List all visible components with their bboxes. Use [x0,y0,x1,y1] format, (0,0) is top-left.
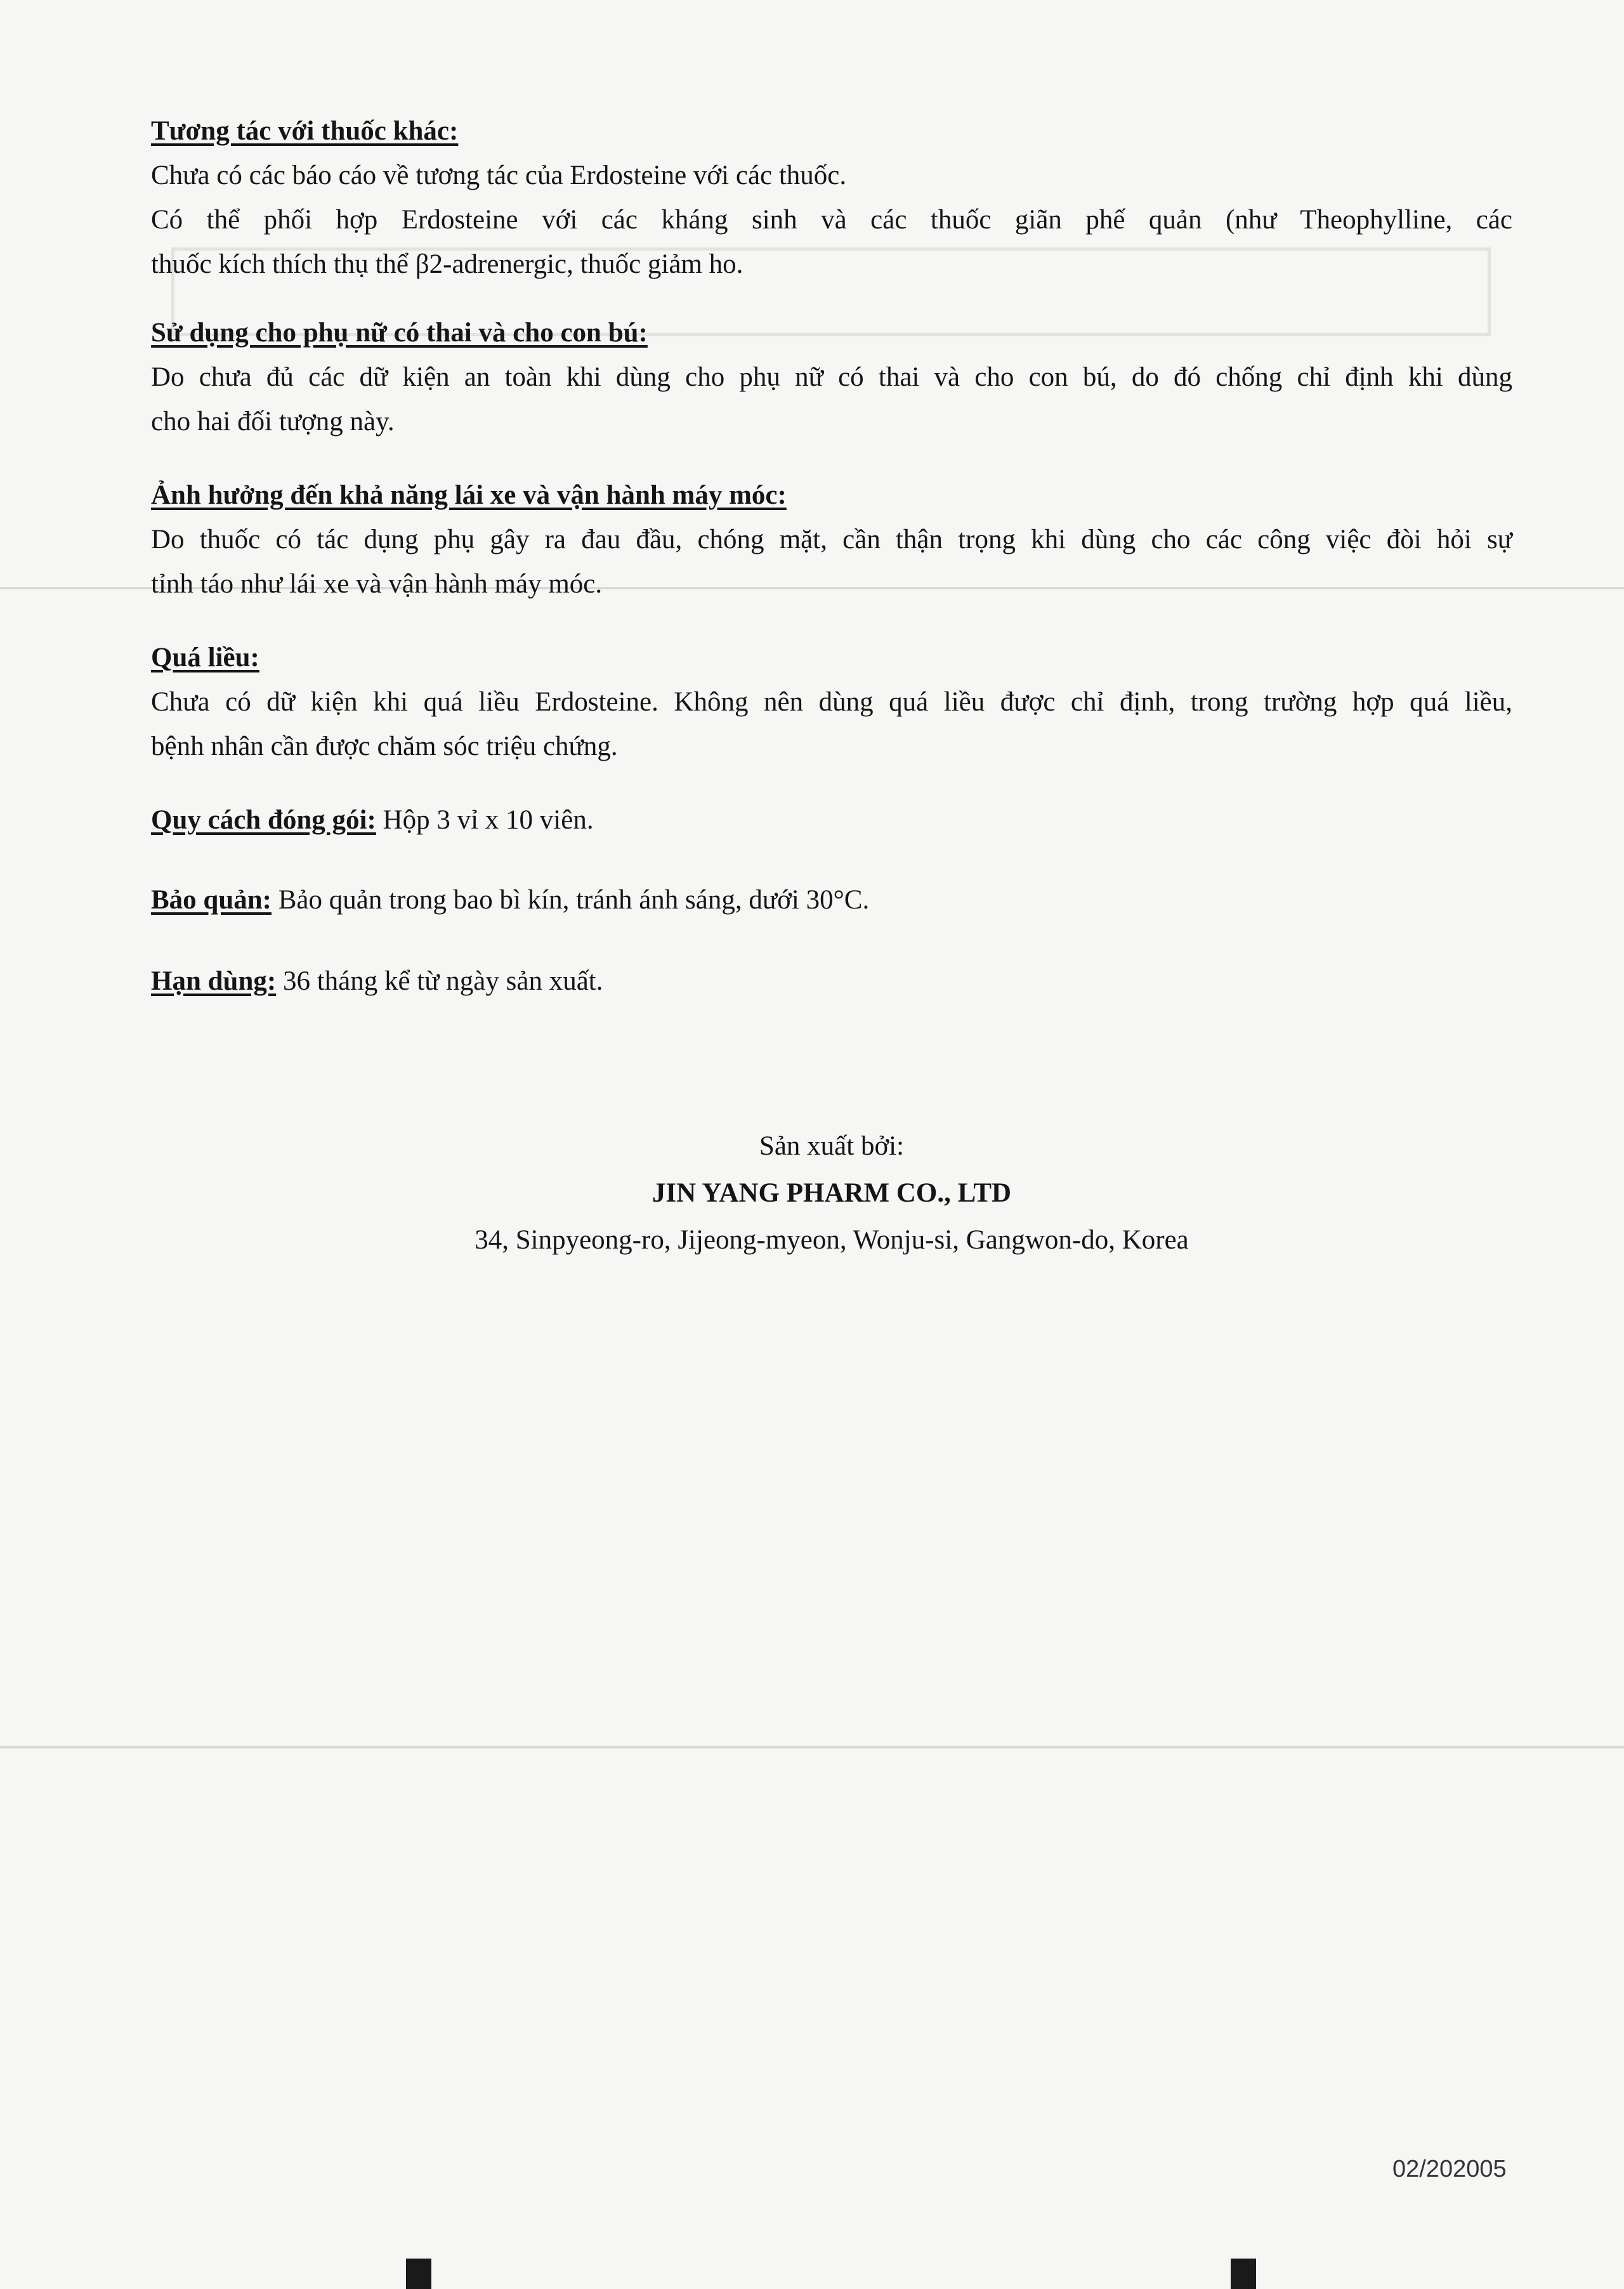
section-heading: Tương tác với thuốc khác: [151,116,459,146]
packaging-value: Hộp 3 vỉ x 10 viên. [376,805,594,835]
section-heading: Sử dụng cho phụ nữ có thai và cho con bú: [151,318,648,348]
body-line: Do chưa đủ các dữ kiện an toàn khi dùng cho phụ nữ có thai và cho con bú, do đó chống chỉ định khi dùng [151,362,1512,392]
packaging-line [151,798,1512,843]
storage-label: Bảo quản: [151,885,272,915]
body-line: Chưa có dữ kiện khi quá liều Erdosteine. Không nên dùng quá liều được chỉ định, trong trường hợp quá liều, [151,687,1512,717]
packaging-label: Quy cách đóng gói: [151,805,376,835]
manufacturer-address: 34, Sinpyeong-ro, Jijeong-myeon, Wonju-si, Gangwon-do, Korea [475,1225,1189,1255]
expiry-line [151,959,1512,1004]
section-pregnancy [151,311,1512,444]
fold-line [0,1746,1624,1748]
registration-mark [406,2259,431,2289]
body-line: Do thuốc có tác dụng phụ gây ra đau đầu, chóng mặt, cần thận trọng khi dùng cho các công việc đòi hỏi sự [151,525,1512,554]
section-overdose [151,636,1512,769]
document-code: 02/202005 [1392,2156,1507,2182]
storage-value: Bảo quản trong bao bì kín, tránh ánh sáng, dưới 30°C. [272,885,870,915]
section-driving [151,473,1512,607]
expiry-label: Hạn dùng: [151,966,277,996]
body-line: bệnh nhân cần được chăm sóc triệu chứng. [151,731,618,761]
manufacturer-name: JIN YANG PHARM CO., LTD [652,1178,1012,1208]
storage-line [151,878,1512,922]
body-line: cho hai đối tượng này. [151,407,395,436]
registration-mark [1231,2259,1256,2289]
manufacturer-block [151,1123,1512,1264]
section-drug-interactions [151,109,1512,287]
body-line: Có thể phối hợp Erdosteine với các kháng sinh và các thuốc giãn phế quản (như Theophylline, các [151,205,1512,235]
manufacturer-label: Sản xuất bởi: [759,1131,905,1161]
expiry-value: 36 tháng kể từ ngày sản xuất. [276,966,603,996]
body-line: Chưa có các báo cáo về tương tác của Erdosteine với các thuốc. [151,161,847,190]
body-line: thuốc kích thích thụ thể β2-adrenergic, thuốc giảm ho. [151,249,743,279]
section-heading: Quá liều: [151,643,259,672]
section-heading: Ảnh hưởng đến khả năng lái xe và vận hành máy móc: [151,480,787,510]
body-line: tỉnh táo như lái xe và vận hành máy móc. [151,569,603,599]
